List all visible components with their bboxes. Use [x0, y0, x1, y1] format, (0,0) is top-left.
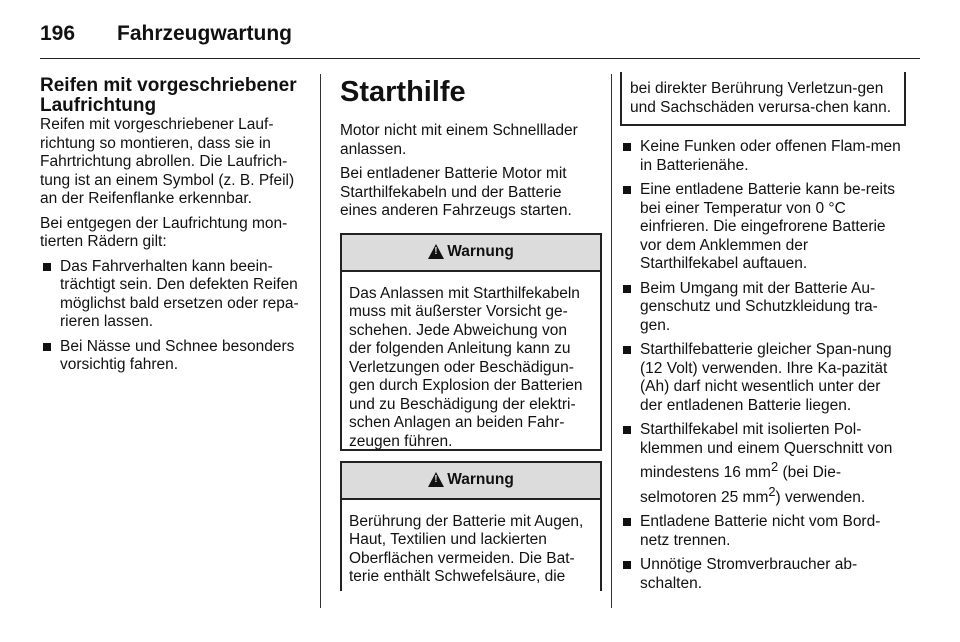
list-item-text: Unnötige Stromverbraucher ab-schalten.	[640, 556, 858, 592]
text-fragment: ) verwenden.	[775, 488, 866, 506]
list-item	[620, 421, 905, 507]
bullet-square-icon	[623, 285, 631, 293]
list-item-text: Entladene Batterie nicht vom Bord-netz trennen.	[640, 513, 881, 549]
reifen-paragraph-2: Bei entgegen der Laufrichtung mon-tierten Rädern gilt:	[40, 214, 288, 250]
list-item-text	[640, 421, 892, 506]
column-divider-right	[611, 74, 612, 608]
warning-triangle-icon	[428, 244, 444, 259]
warning-text: Das Anlassen mit Starthilfekabeln muss mit äußerster Vorsicht ge-schehen. Jede Abweichung von der folgenden Anleitung kann zu Verletzungen oder Beschädigun-gen durch Explosion der Batterien und zu Beschädigung der elektri-schen Anlagen an beiden Fahr-zeugen führen.	[349, 284, 583, 450]
warning-label: Warnung	[447, 470, 514, 488]
starthilfe-paragraph-1: Motor nicht mit einem Schnelllader anlassen.	[340, 122, 578, 158]
starthilfe-paragraph-2: Bei entladener Batterie Motor mit Starthilfekabeln und der Batterie eines anderen Fahrzeugs starten.	[340, 165, 572, 219]
list-item-text: Starthilfebatterie gleicher Span-nung (12 Volt) verwenden. Ihre Ka-pazität (Ah) darf nicht wesentlich unter der der entladenen Batterie liegen.	[640, 341, 892, 414]
list-item	[620, 513, 905, 550]
starthilfe-heading: Starthilfe	[340, 76, 466, 108]
header-divider	[40, 58, 920, 59]
starthilfe-bullet-list	[620, 138, 905, 593]
bullet-square-icon	[43, 343, 51, 351]
list-item-text: Keine Funken oder offenen Flam-men in Batterienähe.	[640, 138, 901, 174]
list-item	[40, 258, 302, 332]
warning-header	[342, 463, 600, 500]
bullet-square-icon	[623, 518, 631, 526]
superscript: 2	[770, 459, 779, 474]
column-starthilfe-continued	[620, 76, 905, 599]
warning-text: Berührung der Batterie mit Augen, Haut, Textilien und lackierten Oberflächen vermeiden. Die Bat-terie enthält Schwefelsäure, die	[349, 512, 584, 585]
section-title: Fahrzeugwartung	[117, 22, 293, 45]
text-fragment: (bei Die-selmotoren 25 mm	[640, 464, 842, 506]
bullet-square-icon	[623, 426, 631, 434]
warning-continuation: bei direkter Berührung Verletzun-gen und Sachschäden verursa-chen kann.	[620, 72, 906, 126]
warning-box-2	[340, 461, 602, 591]
list-item	[620, 181, 905, 274]
column-divider-left	[320, 74, 321, 608]
text-fragment: Starthilfekabel mit isolierten Pol-klemmen und einem Querschnitt von mindestens 16 mm	[640, 421, 893, 482]
warning-box-1	[340, 233, 602, 451]
list-item	[40, 338, 302, 375]
warning-header	[342, 235, 600, 272]
bullet-square-icon	[623, 143, 631, 151]
reifen-paragraph-1: Reifen mit vorgeschriebener Lauf-richtung so montieren, dass sie in Fahrtrichtung abrollen. Die Laufrich-tung ist an einem Symbol (z. B. Pfeil) an der Reifenflanke erkennbar.	[40, 116, 295, 207]
list-item	[620, 138, 905, 175]
bullet-square-icon	[623, 561, 631, 569]
list-item-text: Beim Umgang mit der Batterie Au-genschutz und Schutzkleidung tra-gen.	[640, 279, 878, 334]
column-reifen	[40, 76, 302, 381]
list-item	[620, 341, 905, 415]
page-number: 196	[40, 22, 76, 45]
column-starthilfe	[340, 76, 602, 591]
bullet-square-icon	[623, 346, 631, 354]
warning-label: Warnung	[447, 242, 514, 260]
list-item	[620, 280, 905, 336]
list-item-text: Das Fahrverhalten kann beein-trächtigt sein. Den defekten Reifen möglichst bald ersetzen oder repa-rieren lassen.	[60, 257, 299, 330]
list-item	[620, 556, 905, 593]
reifen-heading: Reifen mit vorgeschriebener Laufrichtung	[40, 75, 297, 116]
bullet-square-icon	[623, 186, 631, 194]
list-item-text: Eine entladene Batterie kann be-reits bei einer Temperatur von 0 °C einfrieren. Die eingefrorene Batterie vor dem Anklemmen der Starthilfekabel auftauen.	[640, 181, 896, 272]
warning-triangle-icon	[428, 472, 444, 487]
bullet-square-icon	[43, 263, 51, 271]
list-item-text: Bei Nässe und Schnee besonders vorsichtig fahren.	[60, 337, 295, 373]
reifen-bullet-list	[40, 258, 302, 375]
superscript: 2	[768, 483, 776, 499]
